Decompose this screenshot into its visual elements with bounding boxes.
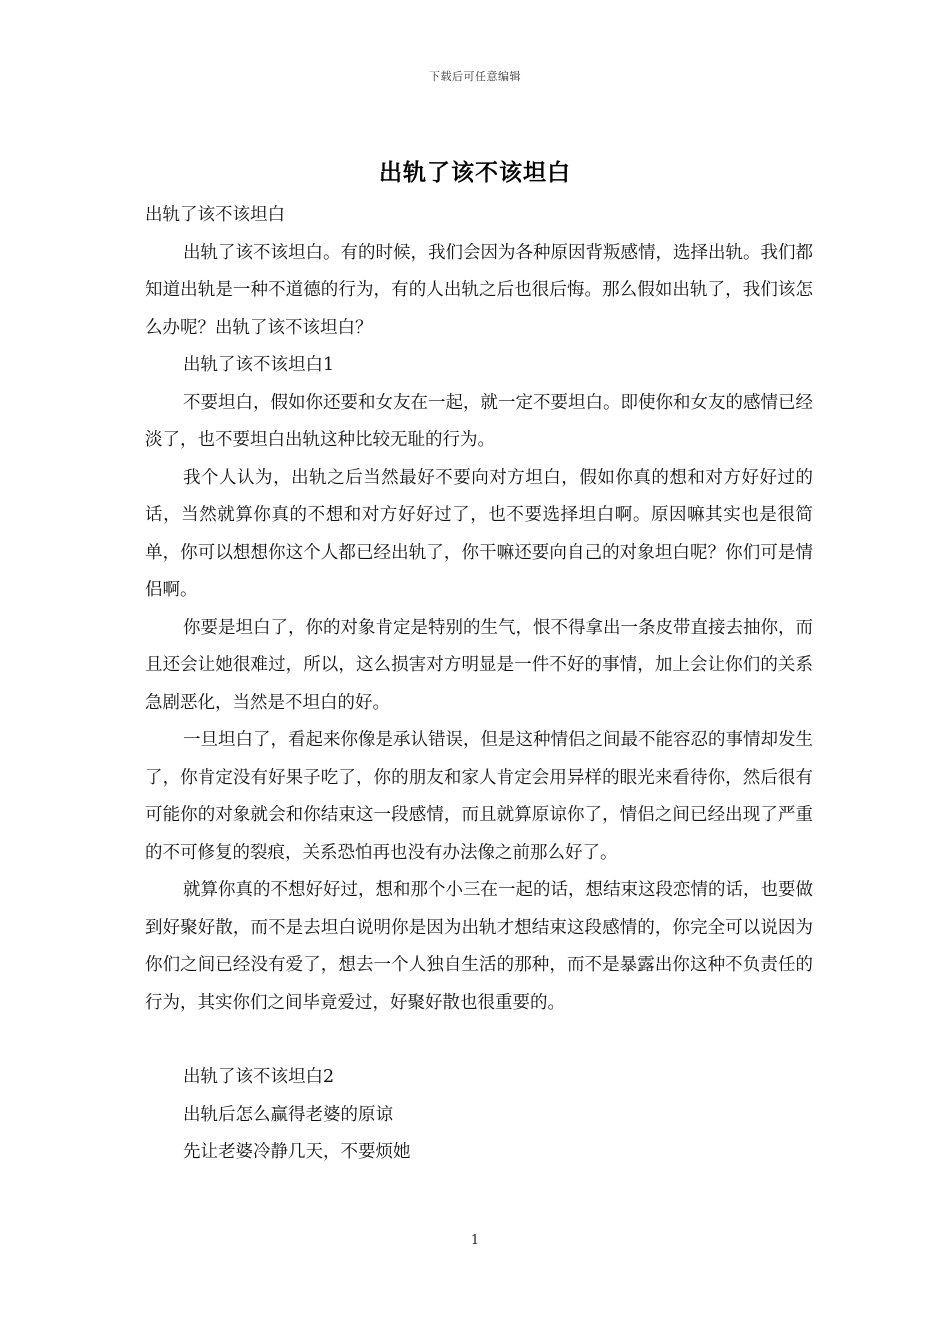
subtitle: 出轨了该不该坦白 xyxy=(145,205,285,225)
paragraph-4: 一旦坦白了，看起来你像是承认错误，但是这种情侣之间最不能容忍的事情却发生了，你肯定没有好果子吃了，你的朋友和家人肯定会用异样的眼光来看待你，然后很有可能你的对象就会和你结束这一段感情，而且就算原谅你了，情侣之间已经出现了严重的不可修复的裂痕，关系恐怕再也没有办法像之前那么好了。 xyxy=(145,730,813,863)
paragraph-3: 你要是坦白了，你的对象肯定是特别的生气，恨不得拿出一条皮带直接去抽你，而且还会让她很难过，所以，这么损害对方明显是一件不好的事情，加上会让你们的关系急剧恶化，当然是不坦白的好。 xyxy=(145,617,813,713)
page-number: 1 xyxy=(470,1233,480,1248)
section-1-heading: 出轨了该不该坦白1 xyxy=(183,355,335,375)
document-body xyxy=(145,197,813,1172)
header-note: 下载后可任意编辑 xyxy=(429,70,521,83)
document-title: 出轨了该不该坦白 xyxy=(379,160,571,186)
blank-line xyxy=(145,1022,813,1059)
paragraph-2: 我个人认为，出轨之后当然最好不要向对方坦白，假如你真的想和对方好好过的话，当然就算你真的不想和对方好好过了，也不要选择坦白啊。原因嘛其实也是很简单，你可以想想你这个人都已经出轨了，你干嘛还要向自己的对象坦白呢？你们可是情侣啊。 xyxy=(145,467,813,600)
section-2-heading: 出轨了该不该坦白2 xyxy=(183,1067,335,1087)
section-2-subheading: 出轨后怎么赢得老婆的原谅 xyxy=(183,1104,393,1125)
section-2-point-1: 先让老婆冷静几天，不要烦她 xyxy=(183,1142,411,1162)
paragraph-5: 就算你真的不想好好过，想和那个小三在一起的话，想结束这段恋情的话，也要做到好聚好散，而不是去坦白说明你是因为出轨才想结束这段感情的，你完全可以说因为你们之间已经没有爱了，想去一个人独自生活的那种，而不是暴露出你这种不负责任的行为，其实你们之间毕竟爱过，好聚好散也很重要的。 xyxy=(145,880,813,1013)
intro-paragraph: 出轨了该不该坦白。有的时候，我们会因为各种原因背叛感情，选择出轨。我们都知道出轨是一种不道德的行为，有的人出轨之后也很后悔。那么假如出轨了，我们该怎么办呢？出轨了该不该坦白？ xyxy=(145,242,813,338)
paragraph-1: 不要坦白，假如你还要和女友在一起，就一定不要坦白。即使你和女友的感情已经淡了，也不要坦白出轨这种比较无耻的行为。 xyxy=(145,392,813,450)
